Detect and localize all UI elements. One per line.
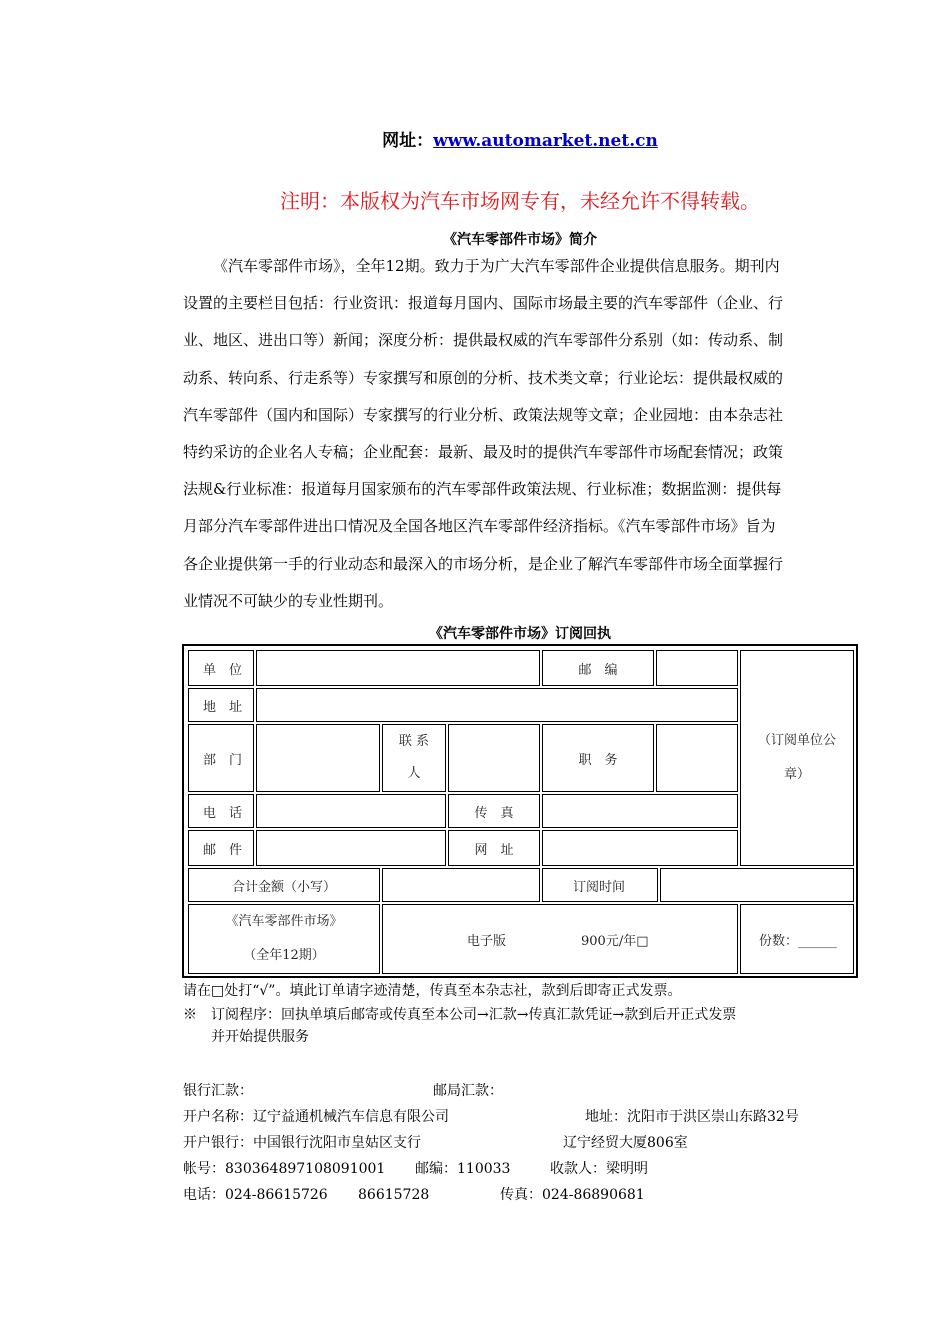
subscription-form-title: 《汽车零部件市场》订阅回执 <box>429 626 611 642</box>
subscription-time-field[interactable] <box>660 868 854 902</box>
total-amount-field[interactable] <box>382 868 540 902</box>
intro-line: 特约采访的企业名人专稿；企业配套：最新、最及时的提供汽车零部件市场配套情况；政策 <box>183 443 784 462</box>
intro-line: 法规&行业标准：报道每月国家颁布的汽车零部件政策法规、行业标准；数据监测：提供每 <box>183 480 782 499</box>
contact-phone: 电话：024-86615726 <box>183 1187 328 1203</box>
department-label: 部 门 <box>188 724 254 792</box>
intro-line: 《汽车零部件市场》，全年12期。致力于为广大汽车零部件企业提供信息服务。期刊内 <box>213 257 780 275</box>
zip-code: 邮编：110033 <box>415 1161 511 1177</box>
intro-line: 业、地区、进出口等）新闻；深度分析：提供最权威的汽车零部件分系别（如：传动系、制 <box>183 331 784 350</box>
email-field[interactable] <box>256 830 446 866</box>
price-checkbox[interactable]: 900元/年□ <box>581 933 649 949</box>
fax-label: 传 真 <box>448 794 540 828</box>
account-number: 帐号：830364897108091001 <box>183 1161 386 1177</box>
company-address: 地址：沈阳市于洪区崇山东路32号 <box>585 1109 799 1125</box>
intro-paragraph <box>183 248 858 620</box>
intro-line: 汽车零部件（国内和国际）专家撰写的行业分析、政策法规等文章；企业园地：由本杂志社 <box>183 405 784 424</box>
stamp-text: 章） <box>783 767 810 782</box>
edition-label: 电子版 <box>467 933 507 949</box>
position-label: 职 务 <box>542 724 654 792</box>
stamp-area <box>740 650 854 866</box>
phone-label: 电 话 <box>188 794 254 828</box>
website-field[interactable] <box>542 830 738 866</box>
intro-line: 动系、转向系、行走系等）专家撰写和原创的分析、技术类文章；行业论坛：提供最权威的 <box>183 368 784 387</box>
magazine-issues: （全年12期） <box>243 948 325 963</box>
email-label: 邮 件 <box>188 830 254 866</box>
copies-field[interactable]: 份数：______ <box>740 904 854 974</box>
magazine-label <box>188 904 380 974</box>
website-line <box>0 126 950 151</box>
stamp-text: （订阅单位公 <box>757 733 836 748</box>
company-building: 辽宁经贸大厦806室 <box>563 1135 688 1151</box>
fax-field[interactable] <box>542 794 738 828</box>
total-amount-label: 合计金额（小写） <box>188 868 380 902</box>
payment-info <box>183 1078 883 1208</box>
instructions <box>183 980 863 1048</box>
postcode-field[interactable] <box>656 650 738 686</box>
address-field[interactable] <box>256 688 738 722</box>
instruction-check: 请在□处打“√”。填此订单请字迹清楚，传真至本杂志社，款到后即寄正式发票。 <box>183 983 682 999</box>
unit-label: 单 位 <box>188 650 254 686</box>
bank-name: 开户银行：中国银行沈阳市皇姑区支行 <box>183 1135 421 1151</box>
instruction-procedure: ※ 订阅程序：回执单填后邮寄或传真至本公司→汇款→传真汇款凭证→款到后开正式发票 <box>183 1007 737 1023</box>
website-link[interactable]: www.automarket.net.cn <box>433 131 658 151</box>
instruction-procedure-cont: 并开始提供服务 <box>211 1029 309 1045</box>
address-label: 地 址 <box>188 688 254 722</box>
intro-line: 设置的主要栏目包括：行业资讯：报道每月国内、国际市场最主要的汽车零部件（企业、行 <box>183 294 784 313</box>
website-field-label: 网 址 <box>448 830 540 866</box>
phone-field[interactable] <box>256 794 446 828</box>
website-label: 网址： <box>382 131 434 151</box>
intro-line: 业情况不可缺少的专业性期刊。 <box>183 591 394 610</box>
contact-label <box>382 724 446 792</box>
magazine-name: 《汽车零部件市场》 <box>225 914 343 929</box>
intro-title: 《汽车零部件市场》简介 <box>443 232 597 248</box>
intro-line: 各企业提供第一手的行业动态和最深入的市场分析，是企业了解汽车零部件市场全面掌握行 <box>183 554 784 573</box>
contact-field[interactable] <box>448 724 540 792</box>
contact-label-line1: 联 系 <box>398 734 430 749</box>
department-field[interactable] <box>256 724 380 792</box>
subscription-form <box>182 644 858 978</box>
subscription-time-label: 订阅时间 <box>542 868 658 902</box>
post-transfer-label: 邮局汇款： <box>433 1083 503 1099</box>
edition-cell <box>382 904 738 974</box>
copyright-notice: 注明：本版权为汽车市场网专有，未经允许不得转载。 <box>280 189 760 213</box>
bank-transfer-label: 银行汇款： <box>183 1083 253 1099</box>
unit-field[interactable] <box>256 650 540 686</box>
contact-fax: 传真：024-86890681 <box>500 1187 645 1203</box>
postcode-label: 邮 编 <box>542 650 654 686</box>
position-field[interactable] <box>656 724 738 792</box>
contact-phone-2: 86615728 <box>358 1187 430 1203</box>
intro-line: 月部分汽车零部件进出口情况及全国各地区汽车零部件经济指标。《汽车零部件市场》旨为 <box>183 517 776 536</box>
account-name: 开户名称：辽宁益通机械汽车信息有限公司 <box>183 1109 449 1125</box>
contact-label-line2: 人 <box>407 766 421 781</box>
payee: 收款人：梁明明 <box>550 1161 648 1177</box>
